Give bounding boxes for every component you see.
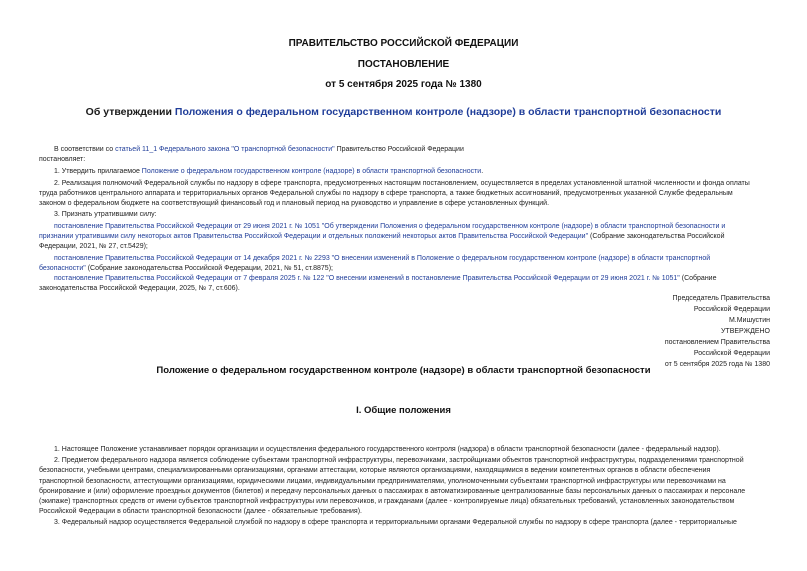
clause-2-line6: Российской Федерации в области транспортной безопасности (далее - обязательные требования). xyxy=(39,508,362,515)
repeal-1-source: (Собрание законодательства Российской xyxy=(588,233,725,240)
item-1-text: 1. Утвердить прилагаемое xyxy=(54,168,142,175)
title-link[interactable]: Положения о федеральном государственном контроле (надзоре) в области транспортной безопасности xyxy=(174,106,722,118)
item-3: 3. Признать утратившими силу: xyxy=(54,211,157,218)
law-link[interactable]: статьей 11_1 Федерального закона "О транспортной безопасности" xyxy=(115,146,335,153)
regulation-link[interactable]: Положение о федеральном государственном контроле (надзоре) в области транспортной безопасности xyxy=(141,168,482,175)
clause-2-line5: (экипаже) транспортных средств от имени субъектов транспортной инфраструктуры или перевозчиков, и гражданами (далее - контролируемые лица) обязательных требований, установленных законодательством xyxy=(39,498,735,505)
clause-2-line4: бронирование и (или) оформление проездных документов (билетов) и передачу персональных данных о пассажирах в автоматизированные централизованные базы персональных данных о пассажирах и персонале xyxy=(39,488,746,495)
section-1-heading: I. Общие положения xyxy=(356,405,451,416)
item-2-line1: 2. Реализация полномочий Федеральной службы по надзору в сфере транспорта, предусмотренных настоящим постановлением, осуществляется в пределах установленной штатной численности и фонда оплаты xyxy=(54,180,750,187)
approved-label: УТВЕРЖДЕНО xyxy=(720,328,770,335)
regulation-title: Положение о федеральном государственном контроле (надзоре) в области транспортной безопасности xyxy=(156,365,651,376)
repeal-3-source: (Собрание xyxy=(679,275,717,282)
clause-1: 1. Настоящее Положение устанавливает порядок организации и осуществления федерального государственного контроля (надзора) в области транспортной безопасности (далее - федеральный надзор). xyxy=(54,446,721,453)
repeal-1-line2 xyxy=(39,232,724,242)
doc-type-heading: ПОСТАНОВЛЕНИЕ xyxy=(357,59,450,70)
preamble-text: В соответствии со xyxy=(54,146,116,153)
item-2-line2: труда работников центрального аппарата и территориальных органов Федеральной службы по надзору в сфере транспорта, а также бюджетных ассигнований, предусмотренных указанной Службе федеральным xyxy=(39,190,733,197)
repeal-2-link-cont[interactable]: безопасности" xyxy=(39,265,86,272)
repeal-2-source: (Собрание законодательства Российской Федерации, 2021, № 51, ст.8875); xyxy=(85,265,333,272)
item-2-line3: законом о федеральном бюджете на соответствующий финансовый год и плановый период на руководство и управление в сфере установленных функций. xyxy=(39,200,550,207)
clause-2-line1: 2. Предметом федерального надзора является соблюдение субъектами транспортной инфраструктуры, перевозчиками, застройщиками объектов транспортной инфраструктуры, подразделениями транспортной xyxy=(54,457,744,464)
preamble-resolves: постановляет: xyxy=(39,156,86,163)
repeal-3-link[interactable]: постановление Правительства Российской Федерации от 7 февраля 2025 г. № 122 "О внесении изменений в постановление Правительства Российской Федерации от 29 июня 2021 г. № 1051" xyxy=(54,275,680,282)
preamble xyxy=(54,145,464,155)
government-heading: ПРАВИТЕЛЬСТВО РОССИЙСКОЙ ФЕДЕРАЦИИ xyxy=(288,38,519,49)
repeal-2-line2 xyxy=(39,264,333,274)
signature-name: М.Мишустин xyxy=(728,317,770,324)
approved-date: от 5 сентября 2025 года № 1380 xyxy=(664,361,770,368)
repeal-1-line3: Федерации, 2021, № 27, ст.5429); xyxy=(39,243,148,250)
clause-2-line3: транспортной безопасности, аттестующими организациями, юридическими лицами, индивидуальными предпринимателями, уполномоченными субъектами транспортной инфраструктуры или перевозчиками на xyxy=(39,478,726,485)
approved-country: Российской Федерации xyxy=(693,350,770,357)
signature-position: Председатель Правительства xyxy=(672,295,770,302)
repeal-2-link[interactable]: постановление Правительства Российской Федерации от 14 декабря 2021 г. № 2293 "О внесении изменений в Положение о федеральном государственном контроле (надзоре) в области транспортной xyxy=(54,255,711,262)
signature-country: Российской Федерации xyxy=(693,306,770,313)
preamble-text-end: Правительство Российской Федерации xyxy=(334,146,464,153)
document-title xyxy=(0,106,807,118)
repeal-3-line1 xyxy=(54,274,717,284)
date-number-heading: от 5 сентября 2025 года № 1380 xyxy=(325,79,482,90)
repeal-1-link[interactable]: постановление Правительства Российской Федерации от 29 июня 2021 г. № 1051 "Об утверждении Положения о федеральном государственном контроле (надзоре) в области транспортной безопасности и xyxy=(54,223,726,230)
title-prefix: Об утверждении xyxy=(85,106,175,118)
clause-2-line2: безопасности, учебными центрами, специализированными организациями, органами аттестации, которые являются организациями, находящимися в ведении компетентных органов в области обеспечения xyxy=(39,467,711,474)
item-1 xyxy=(54,167,483,177)
item-1-end: . xyxy=(481,168,484,175)
clause-3-line1: 3. Федеральный надзор осуществляется Федеральной службой по надзору в сфере транспорта и территориальными органами Федеральной службы по надзору в сфере транспорта (далее - территориальные xyxy=(54,519,737,526)
approved-by: постановлением Правительства xyxy=(664,339,770,346)
repeal-3-line2: законодательства Российской Федерации, 2025, № 7, ст.606). xyxy=(39,285,240,292)
repeal-1-link-cont[interactable]: признании утратившими силу некоторых актов Правительства Российской Федерации и отдельных положений некоторых актов Правительства Российской Федерации" xyxy=(39,233,589,240)
